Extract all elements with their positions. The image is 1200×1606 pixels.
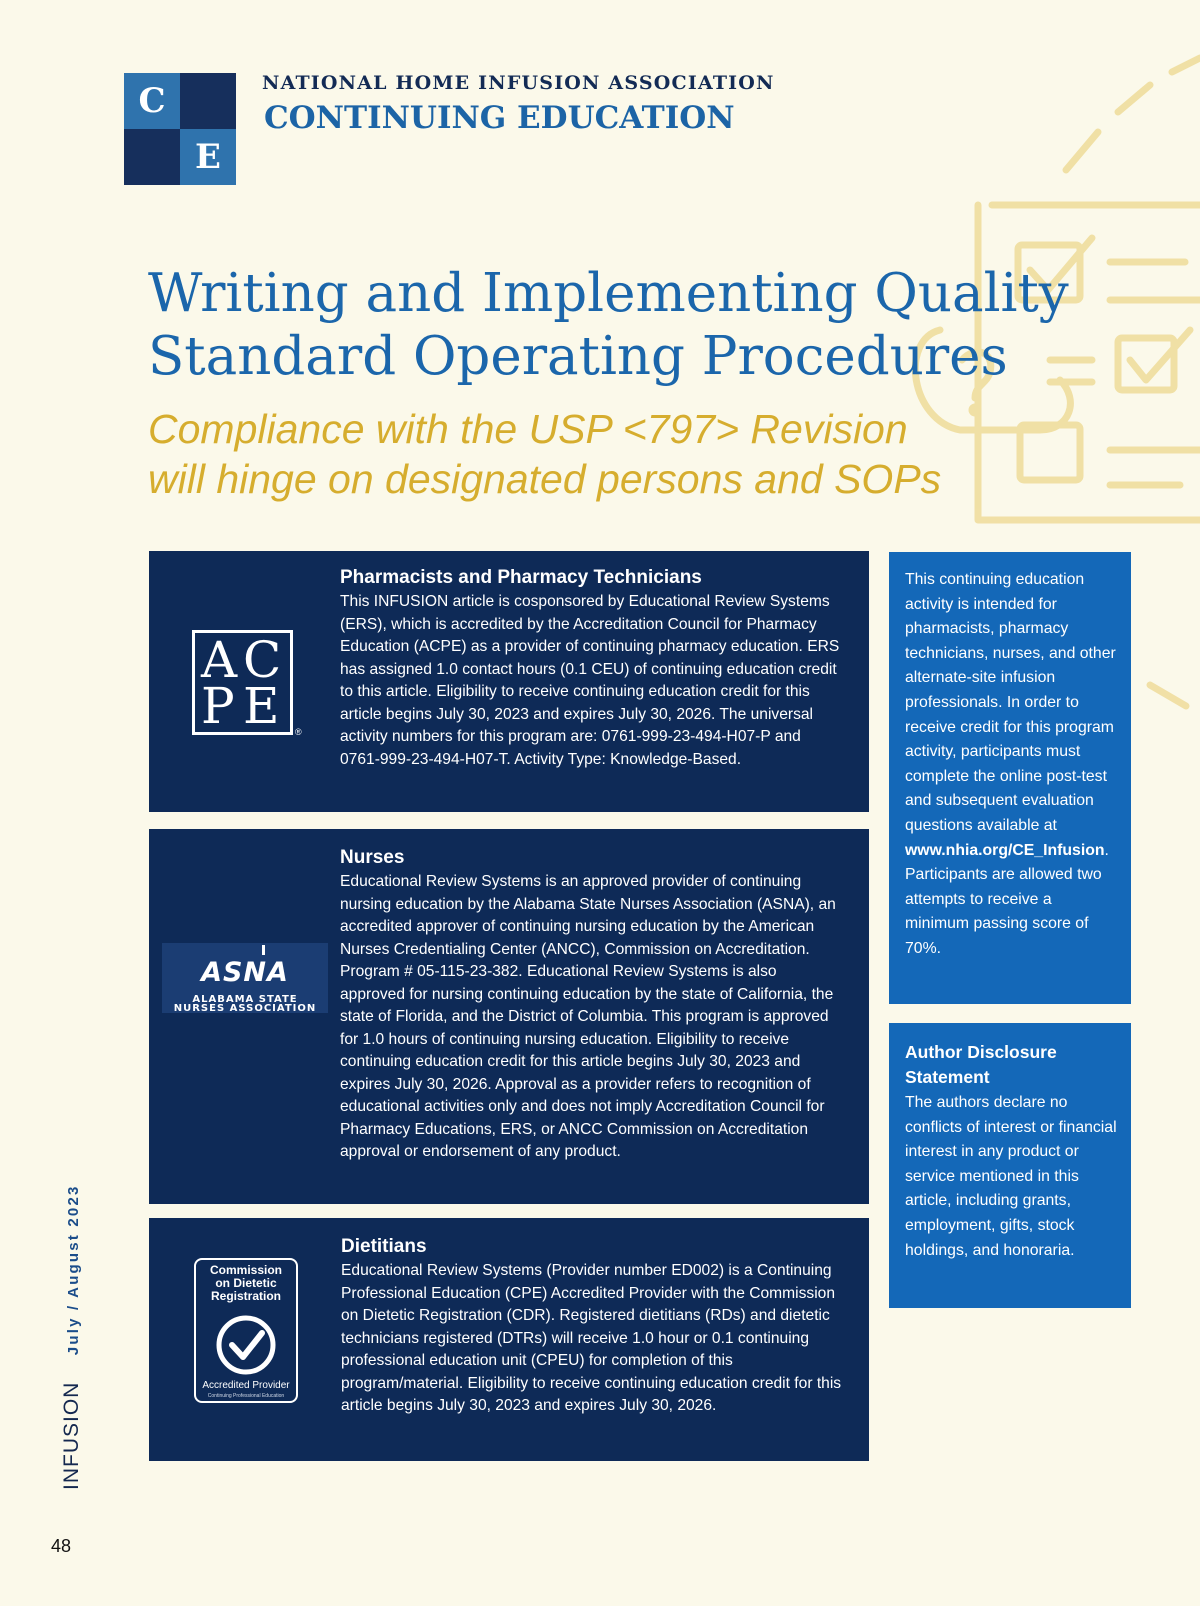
acpe-logo — [192, 630, 293, 735]
registered-mark: ® — [295, 727, 302, 737]
article-subtitle-line-2: will hinge on designated persons and SOPs — [148, 456, 942, 502]
cdr-logo — [194, 1258, 298, 1403]
acpe-logo-letter: A — [201, 631, 238, 689]
author-disclosure-text: The authors declare no conflicts of interest or financial interest in any product or service mentioned in this article, including grants, employment, gifts, stock holdings, and honoraria. — [905, 1094, 1117, 1259]
pharmacists-heading: Pharmacists and Pharmacy Technicians — [340, 567, 702, 588]
ce-logo-block — [124, 129, 180, 185]
acpe-logo-letter: C — [243, 631, 282, 689]
ce-logo-letter-e: E — [180, 129, 236, 185]
article-title-line-2: Standard Operating Procedures — [148, 326, 1008, 387]
author-disclosure-heading: Author Disclosure Statement — [905, 1042, 1057, 1087]
section-name: CONTINUING EDUCATION — [264, 100, 735, 136]
magazine-name: INFUSION — [60, 1381, 83, 1490]
cdr-logo-line: Commission — [209, 1263, 282, 1277]
checkmark-circle-icon — [215, 1314, 277, 1376]
cdr-logo-line: Registration — [210, 1289, 281, 1303]
dietitians-text: Educational Review Systems (Provider number ED002) is a Continuing Professional Education (CPE) Accredited Provider with the Commission on Dietetic Registration (CDR). Registered dietitians (RDs) and dietetic technicians registered (DTRs) will receive 1.0 hour or 0.1 continuing professional education unit (CPEU) for completion of this program/material. Eligibility to receive continuing education credit for this article begins July 30, 2023 and expires July 30, 2026. — [341, 1262, 842, 1414]
ce-infusion-link[interactable]: www.nhia.org/CE_Infusion — [905, 841, 1105, 859]
pharmacists-accreditation-box — [149, 551, 869, 812]
author-disclosure-panel — [889, 1023, 1131, 1308]
cdr-logo-footer: Accredited Provider — [202, 1380, 290, 1391]
magazine-margin-label — [60, 1184, 84, 1490]
intended-audience-text-main: This continuing education activity is intended for pharmacists, pharmacy technicians, nurses, and other alternate-site infusion professionals. In order to receive credit for this program activity, participants must complete the online post-test and subsequent evaluation questions available at — [905, 571, 1116, 834]
nurses-heading: Nurses — [340, 847, 405, 868]
dietitians-accreditation-box — [149, 1218, 869, 1461]
ce-logo — [124, 73, 236, 185]
intended-audience-text — [905, 568, 1119, 962]
cdr-logo-heading — [196, 1264, 296, 1303]
intended-audience-panel — [889, 552, 1131, 1004]
nurses-text: Educational Review Systems is an approved provider of continuing nursing education by the Alabama State Nurses Association (ASNA), an accredited approver of continuing nursing education by the American Nurses Credentialing Center (ANCC), Commission on Accreditation. Program # 05-115-23-382. Educational Review Systems is also approved for nursing continuing education by the state of California, the state of Florida, and the District of Columbia. This program is approved for 1.0 hours of continuing nursing education. Eligibility to receive continuing education credit for this article begins July 30, 2023 and expires July 30, 2026. Approval as a provider refers to recognition of educational activities only and does not imply Accreditation Council for Pharmacy Educations, ERS, or ANCC Commission on Accreditation approval or endorsement of any product. — [340, 873, 836, 1160]
article-subtitle — [148, 404, 1048, 504]
page-number: 48 — [51, 1536, 72, 1556]
organization-name: NATIONAL HOME INFUSION ASSOCIATION — [262, 72, 775, 94]
ce-logo-letter-c: C — [124, 73, 180, 129]
asna-logo-word: ASNA — [201, 957, 289, 988]
issue-date: July / August 2023 — [65, 1184, 82, 1356]
cdr-logo-line: on Dietetic — [215, 1276, 277, 1290]
pharmacists-text: This INFUSION article is cosponsored by Educational Review Systems (ERS), which is accredited by the Accreditation Council for Pharmacy Education (ACPE) as a provider of continuing pharmacy education. ERS has assigned 1.0 contact hours (0.1 CEU) of continuing education credit to this article. Eligibility to receive continuing education credit for this article begins July 30, 2023 and expires July 30, 2026. The universal activity numbers for this program are: 0761-999-23-494-H07-P and 0761-999-23-494-H07-T. Activity Type: Knowledge-Based. — [340, 593, 840, 768]
article-title — [148, 262, 1078, 388]
dietitians-heading: Dietitians — [341, 1236, 427, 1257]
asna-logo-sub-2: NURSES ASSOCIATION — [173, 1003, 317, 1014]
article-title-line-1: Writing and Implementing Quality — [148, 263, 1069, 324]
asna-logo-sub-1: ALABAMA STATE — [192, 994, 298, 1005]
asna-logo — [162, 943, 328, 1013]
acpe-logo-letter: E — [243, 677, 280, 735]
cdr-logo-footer-small: Continuing Professional Education — [207, 1393, 285, 1399]
acpe-logo-letter: P — [201, 677, 235, 735]
intended-audience-text-end: . Participants are allowed two attempts to receive a minimum passing score of 70%. — [905, 841, 1109, 957]
ce-logo-block — [180, 73, 236, 129]
lamp-icon — [262, 945, 265, 955]
article-subtitle-line-1: Compliance with the USP <797> Revision — [148, 406, 908, 452]
nurses-accreditation-box — [149, 829, 869, 1204]
